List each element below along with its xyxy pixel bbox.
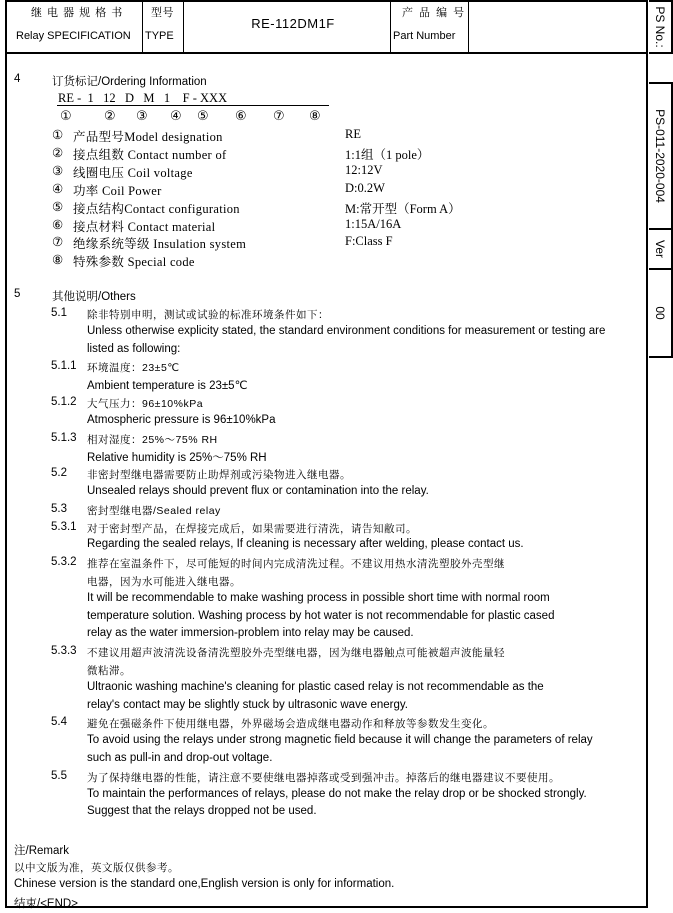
clause-number: 5.5 <box>51 769 67 782</box>
header-table <box>5 0 648 54</box>
clause-number: 5.3.1 <box>51 520 77 533</box>
ordering-item-value: 1:15A/16A <box>345 216 402 231</box>
code-mark-8: ⑧ <box>309 108 321 123</box>
clause-text: 推荐在室温条件下，尽可能短的时间内完成清洗过程。不建议用热水清洗塑胶外壳型继 <box>87 558 505 571</box>
clause-text: Atmospheric pressure is 96±10%kPa <box>87 413 276 426</box>
clause-text: Ultraonic washing machine's cleaning for plastic cased relay is not recommendable as the <box>87 680 544 693</box>
remark-cn: 以中文版为准，英文版仅供参考。 <box>14 862 179 874</box>
ordering-item-mark: ③ <box>52 163 64 178</box>
remark-en: Chinese version is the standard one,English version is only for information. <box>14 878 395 890</box>
clause-text: 电器，因为水可能进入继电器。 <box>87 576 241 588</box>
ver-label: Ver <box>653 239 667 259</box>
ordering-code-underline <box>57 105 329 106</box>
side-ps-value-cell <box>649 82 673 230</box>
ordering-item-mark: ⑦ <box>52 235 64 250</box>
ordering-code: RE - 1 12 D M 1 F - XXX <box>58 91 228 105</box>
part-number-label-en: Part Number <box>393 30 456 42</box>
clause-text: listed as following: <box>87 342 181 355</box>
side-ver-label-cell <box>649 228 673 270</box>
clause-text: 为了保持继电器的性能，请注意不要使继电器掉落或受到强冲击。掉落后的继电器建议不要使用。 <box>87 771 560 784</box>
ordering-item-mark: ② <box>52 145 64 160</box>
ordering-title: 订货标记/Ordering Information <box>52 76 207 88</box>
clause-number: 5.1.1 <box>51 360 77 373</box>
clause-text: 非密封型继电器需要防止助焊剂或污染物进入继电器。 <box>87 469 351 482</box>
spec-title-en: Relay SPECIFICATION <box>16 30 131 42</box>
part-number-label-cn: 产 品 编 号 <box>402 7 466 19</box>
section-5-number: 5 <box>14 288 21 300</box>
clause-number: 5.2 <box>51 467 67 480</box>
clause-number: 5.3.2 <box>51 556 77 569</box>
clause-text: relay's contact may be slightly stuck by ultrasonic wave energy. <box>87 698 408 711</box>
clause-text: It will be recommendable to make washing process in possible short time with normal room <box>87 591 550 604</box>
clause-text: relay as the water immersion-problem into relay may be caused. <box>87 627 414 640</box>
side-ps-label-cell <box>649 0 673 54</box>
code-mark-5: ⑤ <box>197 108 209 123</box>
clause-number: 5.1.2 <box>51 396 77 408</box>
clause-text: 相对湿度：25%～75% RH <box>87 433 218 446</box>
ps-no-label: PS No.: <box>653 6 667 48</box>
ordering-item-mark: ④ <box>52 181 64 196</box>
clause-text: 环境温度：23±5℃ <box>87 362 180 375</box>
clause-number: 5.1 <box>51 307 67 319</box>
model-number: RE-112DM1F <box>251 16 335 31</box>
ordering-item-mark: ⑥ <box>52 217 64 232</box>
code-mark-6: ⑥ <box>235 108 247 123</box>
clause-text: Ambient temperature is 23±5℃ <box>87 380 248 393</box>
clause-text: Relative humidity is 25%～75% RH <box>87 452 267 465</box>
ordering-item-label: 接点结构Contact configuration <box>73 201 240 216</box>
ordering-item-value: D:0.2W <box>345 180 385 195</box>
code-mark-1: ① <box>60 108 72 123</box>
code-mark-2: ② <box>104 108 116 123</box>
clause-text: Unless otherwise explicity stated, the standard environment conditions for measurement or testing are <box>87 324 606 337</box>
section-4-number: 4 <box>14 73 21 85</box>
ordering-item-value: F:Class F <box>345 234 393 249</box>
ordering-item-value: 1:1组（1 pole） <box>345 147 430 162</box>
ordering-item-label: 产品型号Model designation <box>73 130 223 144</box>
ordering-item-label: 接点材料 Contact material <box>73 219 216 234</box>
clause-number: 5.1.3 <box>51 431 77 444</box>
type-label-cn: 型号 <box>151 7 174 19</box>
clause-number: 5.4 <box>51 716 67 729</box>
clause-text: To maintain the performances of relays, please do not make the relay drop or be shocked strongly. <box>87 787 587 800</box>
ordering-item-value: RE <box>345 127 361 141</box>
ordering-item-label: 线圈电压 Coil voltage <box>73 165 193 180</box>
clause-text: Unsealed relays should prevent flux or contamination into the relay. <box>87 485 429 497</box>
side-ver-value-cell <box>649 268 673 358</box>
clause-text: Suggest that the relays dropped not be used. <box>87 805 317 818</box>
ordering-item-mark: ① <box>52 128 64 142</box>
clause-text: 除非特别申明，测试或试验的标准环境条件如下： <box>87 309 329 321</box>
clause-number: 5.3.3 <box>51 645 77 658</box>
ordering-item-value: M:常开型（Form A） <box>345 201 461 216</box>
clause-text: temperature solution. Washing process by hot water is not recommendable for plastic cased <box>87 609 555 622</box>
ordering-item-label: 特殊参数 Special code <box>73 255 195 270</box>
clause-text: 对于密封型产品，在焊接完成后，如果需要进行清洗，请告知敝司。 <box>87 522 417 535</box>
clause-text: 微粘滞。 <box>87 665 131 677</box>
type-label-en: TYPE <box>145 30 174 42</box>
clause-text: 不建议用超声波清洗设备清洗塑胶外壳型继电器，因为继电器触点可能被超声波能量轻 <box>87 647 505 660</box>
ordering-item-label: 绝缘系统等级 Insulation system <box>73 237 247 252</box>
code-mark-3: ③ <box>136 108 148 123</box>
remark-end: 结束/<END> <box>14 898 78 910</box>
clause-text: 大气压力：96±10%kPa <box>87 398 204 410</box>
clause-text: such as pull-in and drop-out voltage. <box>87 752 273 764</box>
ordering-item-label: 功率 Coil Power <box>73 183 162 198</box>
ordering-item-value: 12:12V <box>345 162 383 177</box>
ps-no-value: PS-011-2020-004 <box>653 109 667 203</box>
clause-number: 5.3 <box>51 502 67 515</box>
clause-text: Regarding the sealed relays, If cleaning is necessary after welding, please contact us. <box>87 538 524 551</box>
clause-text: 避免在强磁条件下使用继电器，外界磁场会造成继电器动作和释放等参数发生变化。 <box>87 718 494 731</box>
ver-value: 00 <box>653 306 667 320</box>
ordering-item-label: 接点组数 Contact number of <box>73 147 227 162</box>
ordering-item-mark: ⑤ <box>52 199 64 214</box>
clause-text: 密封型继电器/Sealed relay <box>87 504 221 517</box>
others-title: 其他说明/Others <box>52 291 136 303</box>
ordering-item-mark: ⑧ <box>52 253 64 268</box>
clause-text: To avoid using the relays under strong magnetic field because it will change the parameters of relay <box>87 734 593 747</box>
code-mark-7: ⑦ <box>273 108 285 123</box>
spec-title-cn: 继 电 器 规 格 书 <box>31 7 124 19</box>
code-mark-4: ④ <box>170 108 182 123</box>
remark-title: 注/Remark <box>14 845 69 857</box>
